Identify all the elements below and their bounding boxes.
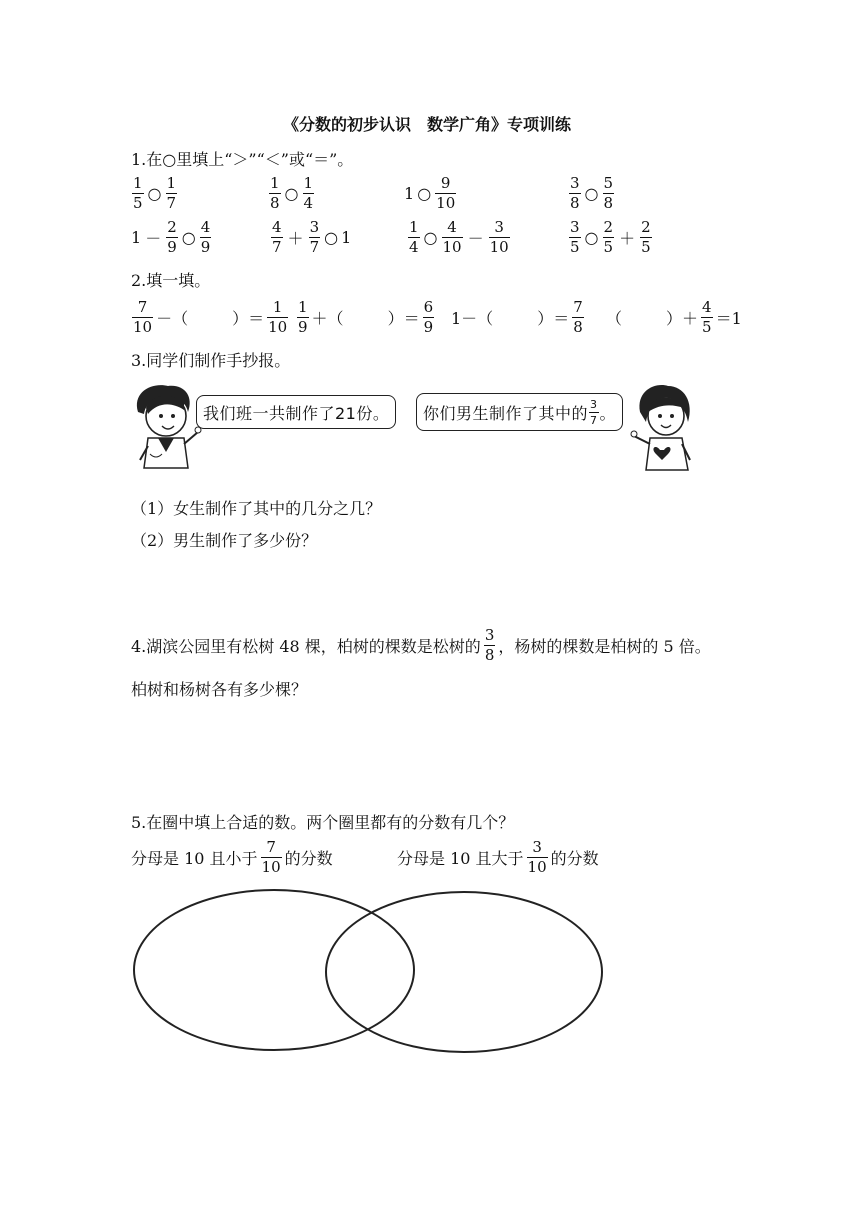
boy-illustration [128, 382, 204, 474]
speech-bubble-right: 你们男生制作了其中的 $\frac{3}{7}$ 。 [416, 393, 623, 431]
q1-item-5: 1 － $\frac{2}{9}$ ○ $\frac{4}{9}$ [131, 218, 211, 256]
venn-diagram[interactable] [130, 885, 610, 1060]
venn-left-ellipse [134, 890, 414, 1050]
q1-item-2 [268, 176, 315, 211]
answer-circle[interactable]: ○ [423, 228, 438, 247]
fraction: $\frac{9}{10}$ [436, 174, 456, 212]
fraction: $\frac{2}{9}$ [167, 218, 177, 256]
fraction: $\frac{3}{8}$ [484, 626, 495, 664]
fraction: $\frac{1}{7}$ [166, 174, 177, 212]
fraction: $\frac{2}{5}$ [641, 218, 651, 256]
q5-heading: 5.在圈中填上合适的数。两个圈里都有的分数有几个？ [131, 813, 515, 832]
answer-circle[interactable]: ○ [324, 228, 339, 247]
answer-circle[interactable]: ○ [147, 184, 162, 203]
q2-item-2: $\frac{1}{9}$ ＋（ ）＝ $\frac{6}{9}$ [298, 298, 434, 336]
page-title: 《分数的初步认识 数学广角》专项训练 [283, 115, 572, 134]
q1-item-7: $\frac{1}{4}$ ○ $\frac{4}{10}$ － $\frac{3}{10}$ [409, 218, 509, 256]
q3-heading: 3.同学们制作手抄报。 [131, 351, 291, 370]
fraction: $\frac{3}{7}$ [309, 218, 320, 256]
fraction: $\frac{1}{5}$ [133, 174, 143, 212]
fraction: $\frac{1}{4}$ [409, 218, 419, 256]
q4-line-2: 柏树和杨树各有多少棵？ [131, 680, 308, 699]
answer-circle[interactable]: ○ [584, 184, 599, 203]
answer-circle[interactable]: ○ [584, 228, 599, 247]
fraction: $\frac{2}{5}$ [603, 218, 614, 256]
fraction: $\frac{1}{4}$ [303, 174, 314, 212]
q1-heading: 1.在○里填上“＞”“＜”或“＝”。 [131, 150, 354, 169]
answer-circle[interactable]: ○ [417, 184, 432, 203]
q2-item-3: 1－（ ）＝ $\frac{7}{8}$ [451, 298, 583, 336]
fraction: $\frac{7}{10}$ [261, 838, 281, 876]
q5-left-label: 分母是 10 且小于 $\frac{7}{10}$ 的分数 [131, 838, 333, 876]
fraction: $\frac{7}{8}$ [573, 298, 583, 336]
fraction: $\frac{4}{5}$ [702, 298, 712, 336]
q5-right-label: 分母是 10 且大于 $\frac{3}{10}$ 的分数 [397, 838, 599, 876]
fraction: $\frac{3}{5}$ [570, 218, 580, 256]
q2-heading: 2.填一填。 [131, 271, 211, 290]
q1-item-4 [568, 176, 615, 211]
q2-item-1: $\frac{7}{10}$ －（ ）＝ $\frac{1}{10}$ [133, 298, 288, 336]
fraction: $\frac{1}{9}$ [298, 298, 308, 336]
fraction: $\frac{5}{8}$ [603, 174, 614, 212]
speech-bubble-left: 我们班一共制作了21份。 [196, 395, 396, 429]
venn-right-ellipse [326, 892, 602, 1052]
q4-line-1: 4.湖滨公园里有松树 48 棵，柏树的棵数是松树的 $\frac{3}{8}$ ，杨树的棵数是柏树的 5 倍。 [131, 626, 711, 664]
fraction: $\frac{3}{10}$ [527, 838, 547, 876]
q1-item-1 [131, 176, 178, 211]
answer-circle[interactable]: ○ [181, 228, 196, 247]
answer-circle[interactable]: ○ [284, 184, 299, 203]
girl-illustration [626, 382, 702, 474]
fraction: $\frac{1}{8}$ [270, 174, 280, 212]
fraction: $\frac{7}{10}$ [133, 298, 153, 336]
fraction: $\frac{6}{9}$ [423, 298, 434, 336]
fraction: $\frac{4}{9}$ [200, 218, 211, 256]
fraction: $\frac{4}{7}$ [272, 218, 282, 256]
q1-item-8: $\frac{3}{5}$ ○ $\frac{2}{5}$ ＋ $\frac{2}{5}$ [570, 218, 651, 256]
fraction: $\frac{4}{10}$ [442, 218, 462, 256]
q1-item-3 [404, 176, 457, 211]
q2-item-4: （ ）＋ $\frac{4}{5}$ ＝1 [606, 298, 742, 336]
q1-item-6: $\frac{4}{7}$ ＋ $\frac{3}{7}$ ○ 1 [272, 218, 352, 256]
q3-sub-2: （2）男生制作了多少份？ [131, 531, 318, 550]
fraction: $\frac{3}{8}$ [570, 174, 580, 212]
whole-number: 1 [404, 184, 415, 203]
fraction: $\frac{1}{10}$ [268, 298, 288, 336]
fraction: $\frac{3}{7}$ [590, 397, 598, 427]
fraction: $\frac{3}{10}$ [489, 218, 509, 256]
q3-sub-1: （1）女生制作了其中的几分之几？ [131, 499, 382, 518]
